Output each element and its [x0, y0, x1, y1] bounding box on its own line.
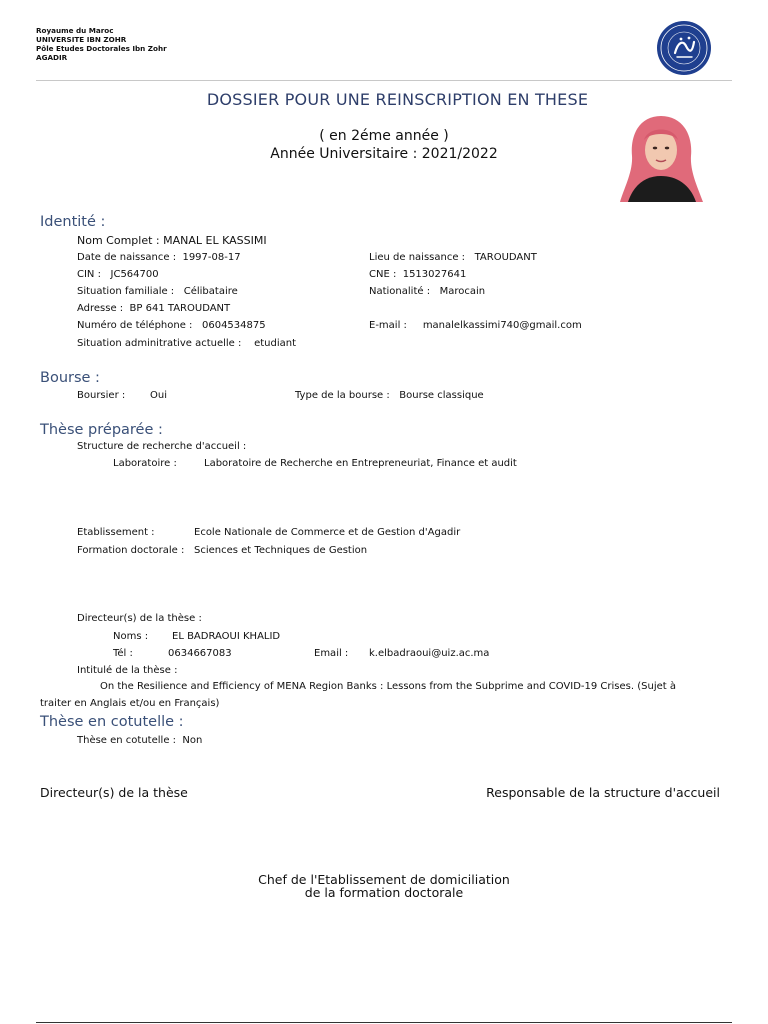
institution-header — [36, 26, 167, 62]
research-structure-label: Structure de recherche d'accueil : — [77, 441, 247, 452]
thesis-title-line2: traiter en Anglais et/ou en Français) — [40, 698, 220, 709]
header-line-kingdom: Royaume du Maroc — [36, 26, 114, 35]
scholarship-type-value: Bourse classique — [399, 390, 484, 401]
footer-divider — [36, 1022, 732, 1023]
director-phone-label: Tél : — [113, 648, 133, 659]
birth-date-row — [77, 252, 241, 263]
thesis-title-line1: On the Resilience and Efficiency of MENA Region Banks : Lessons from the Subprime and COVID-19 Crises. (Sujet à — [100, 681, 676, 692]
cne-label: CNE : — [369, 269, 397, 280]
section-identite: Identité : — [40, 214, 106, 230]
establishment-label: Etablissement : — [77, 527, 155, 538]
birth-place-row — [369, 252, 537, 263]
admin-status-value: etudiant — [254, 338, 297, 349]
full-name: Nom Complet : MANAL EL KASSIMI — [77, 234, 267, 247]
phone-value: 0604534875 — [201, 320, 266, 331]
marital-status-value: Célibataire — [183, 286, 238, 297]
marital-status-label: Situation familiale : — [77, 286, 175, 297]
birth-place-value: TAROUDANT — [474, 252, 537, 263]
section-cotutelle: Thèse en cotutelle : — [40, 714, 184, 730]
thesis-director-label: Directeur(s) de la thèse : — [77, 613, 202, 624]
cin-row — [77, 269, 159, 280]
laboratory-label: Laboratoire : — [113, 458, 177, 469]
section-bourse: Bourse : — [40, 370, 100, 386]
section-these: Thèse préparée : — [40, 422, 163, 438]
scholarship-type-label: Type de la bourse : — [295, 390, 390, 401]
admin-status-label: Situation adminitrative actuelle : — [77, 338, 242, 349]
director-phone-value: 0634667083 — [168, 648, 232, 659]
admin-status-row — [77, 338, 296, 349]
phone-row — [77, 320, 266, 331]
birth-date-label: Date de naissance : — [77, 252, 177, 263]
header-line-university: UNIVERSITE IBN ZOHR — [36, 35, 127, 44]
university-logo — [656, 20, 712, 76]
signature-establishment-head-line1: Chef de l'Etablissement de domiciliation — [258, 872, 510, 887]
cin-label: CIN : — [77, 269, 101, 280]
director-names-value: EL BADRAOUI KHALID — [172, 631, 281, 642]
phone-label: Numéro de téléphone : — [77, 320, 193, 331]
signature-director: Directeur(s) de la thèse — [40, 785, 188, 800]
page-title: DOSSIER POUR UNE REINSCRIPTION EN THESE — [206, 90, 589, 109]
director-email-label: Email : — [314, 648, 349, 659]
nationality-row — [369, 286, 485, 297]
nationality-label: Nationalité : — [369, 286, 431, 297]
address-row — [77, 303, 230, 314]
laboratory-value: Laboratoire de Recherche en Entrepreneuriat, Finance et audit — [204, 458, 517, 469]
director-names-label: Noms : — [113, 631, 149, 642]
year-level: ( en 2éme année ) — [319, 128, 449, 144]
scholarship-type-row — [295, 390, 484, 401]
doctoral-training-value: Sciences et Techniques de Gestion — [194, 545, 368, 556]
signature-structure-head: Responsable de la structure d'accueil — [486, 785, 720, 800]
cotutelle-value: Non — [182, 735, 203, 746]
scholarship-value: Oui — [150, 390, 167, 401]
scholarship-row — [77, 390, 125, 401]
cne-value: 1513027641 — [402, 269, 467, 280]
student-photo — [620, 110, 703, 202]
email-label: E-mail : — [369, 320, 407, 331]
nationality-value: Marocain — [439, 286, 486, 297]
header-line-pole: Pôle Etudes Doctorales Ibn Zohr — [36, 44, 167, 53]
birth-date-value: 1997-08-17 — [182, 252, 241, 263]
address-label: Adresse : — [77, 303, 124, 314]
email-value: manalelkassimi740@gmail.com — [422, 320, 582, 331]
address-value: BP 641 TAROUDANT — [129, 303, 231, 314]
thesis-title-label: Intitulé de la thèse : — [77, 665, 178, 676]
establishment-value: Ecole Nationale de Commerce et de Gestion d'Agadir — [194, 527, 461, 538]
university-seal-icon — [656, 20, 712, 76]
header-line-city: AGADIR — [36, 53, 68, 62]
cne-row — [369, 269, 466, 280]
director-email-value: k.elbadraoui@uiz.ac.ma — [369, 648, 490, 659]
marital-status-row — [77, 286, 238, 297]
email-row — [369, 320, 582, 331]
cin-value: JC564700 — [110, 269, 159, 280]
scholarship-label: Boursier : — [77, 390, 126, 401]
header-divider — [36, 80, 732, 81]
signature-establishment-head-line2: de la formation doctorale — [304, 885, 464, 900]
cotutelle-row — [77, 735, 202, 746]
doctoral-training-label: Formation doctorale : — [77, 545, 185, 556]
portrait-icon — [620, 110, 703, 202]
birth-place-label: Lieu de naissance : — [369, 252, 466, 263]
academic-year: Année Universitaire : 2021/2022 — [270, 146, 498, 162]
cotutelle-label: Thèse en cotutelle : — [77, 735, 177, 746]
